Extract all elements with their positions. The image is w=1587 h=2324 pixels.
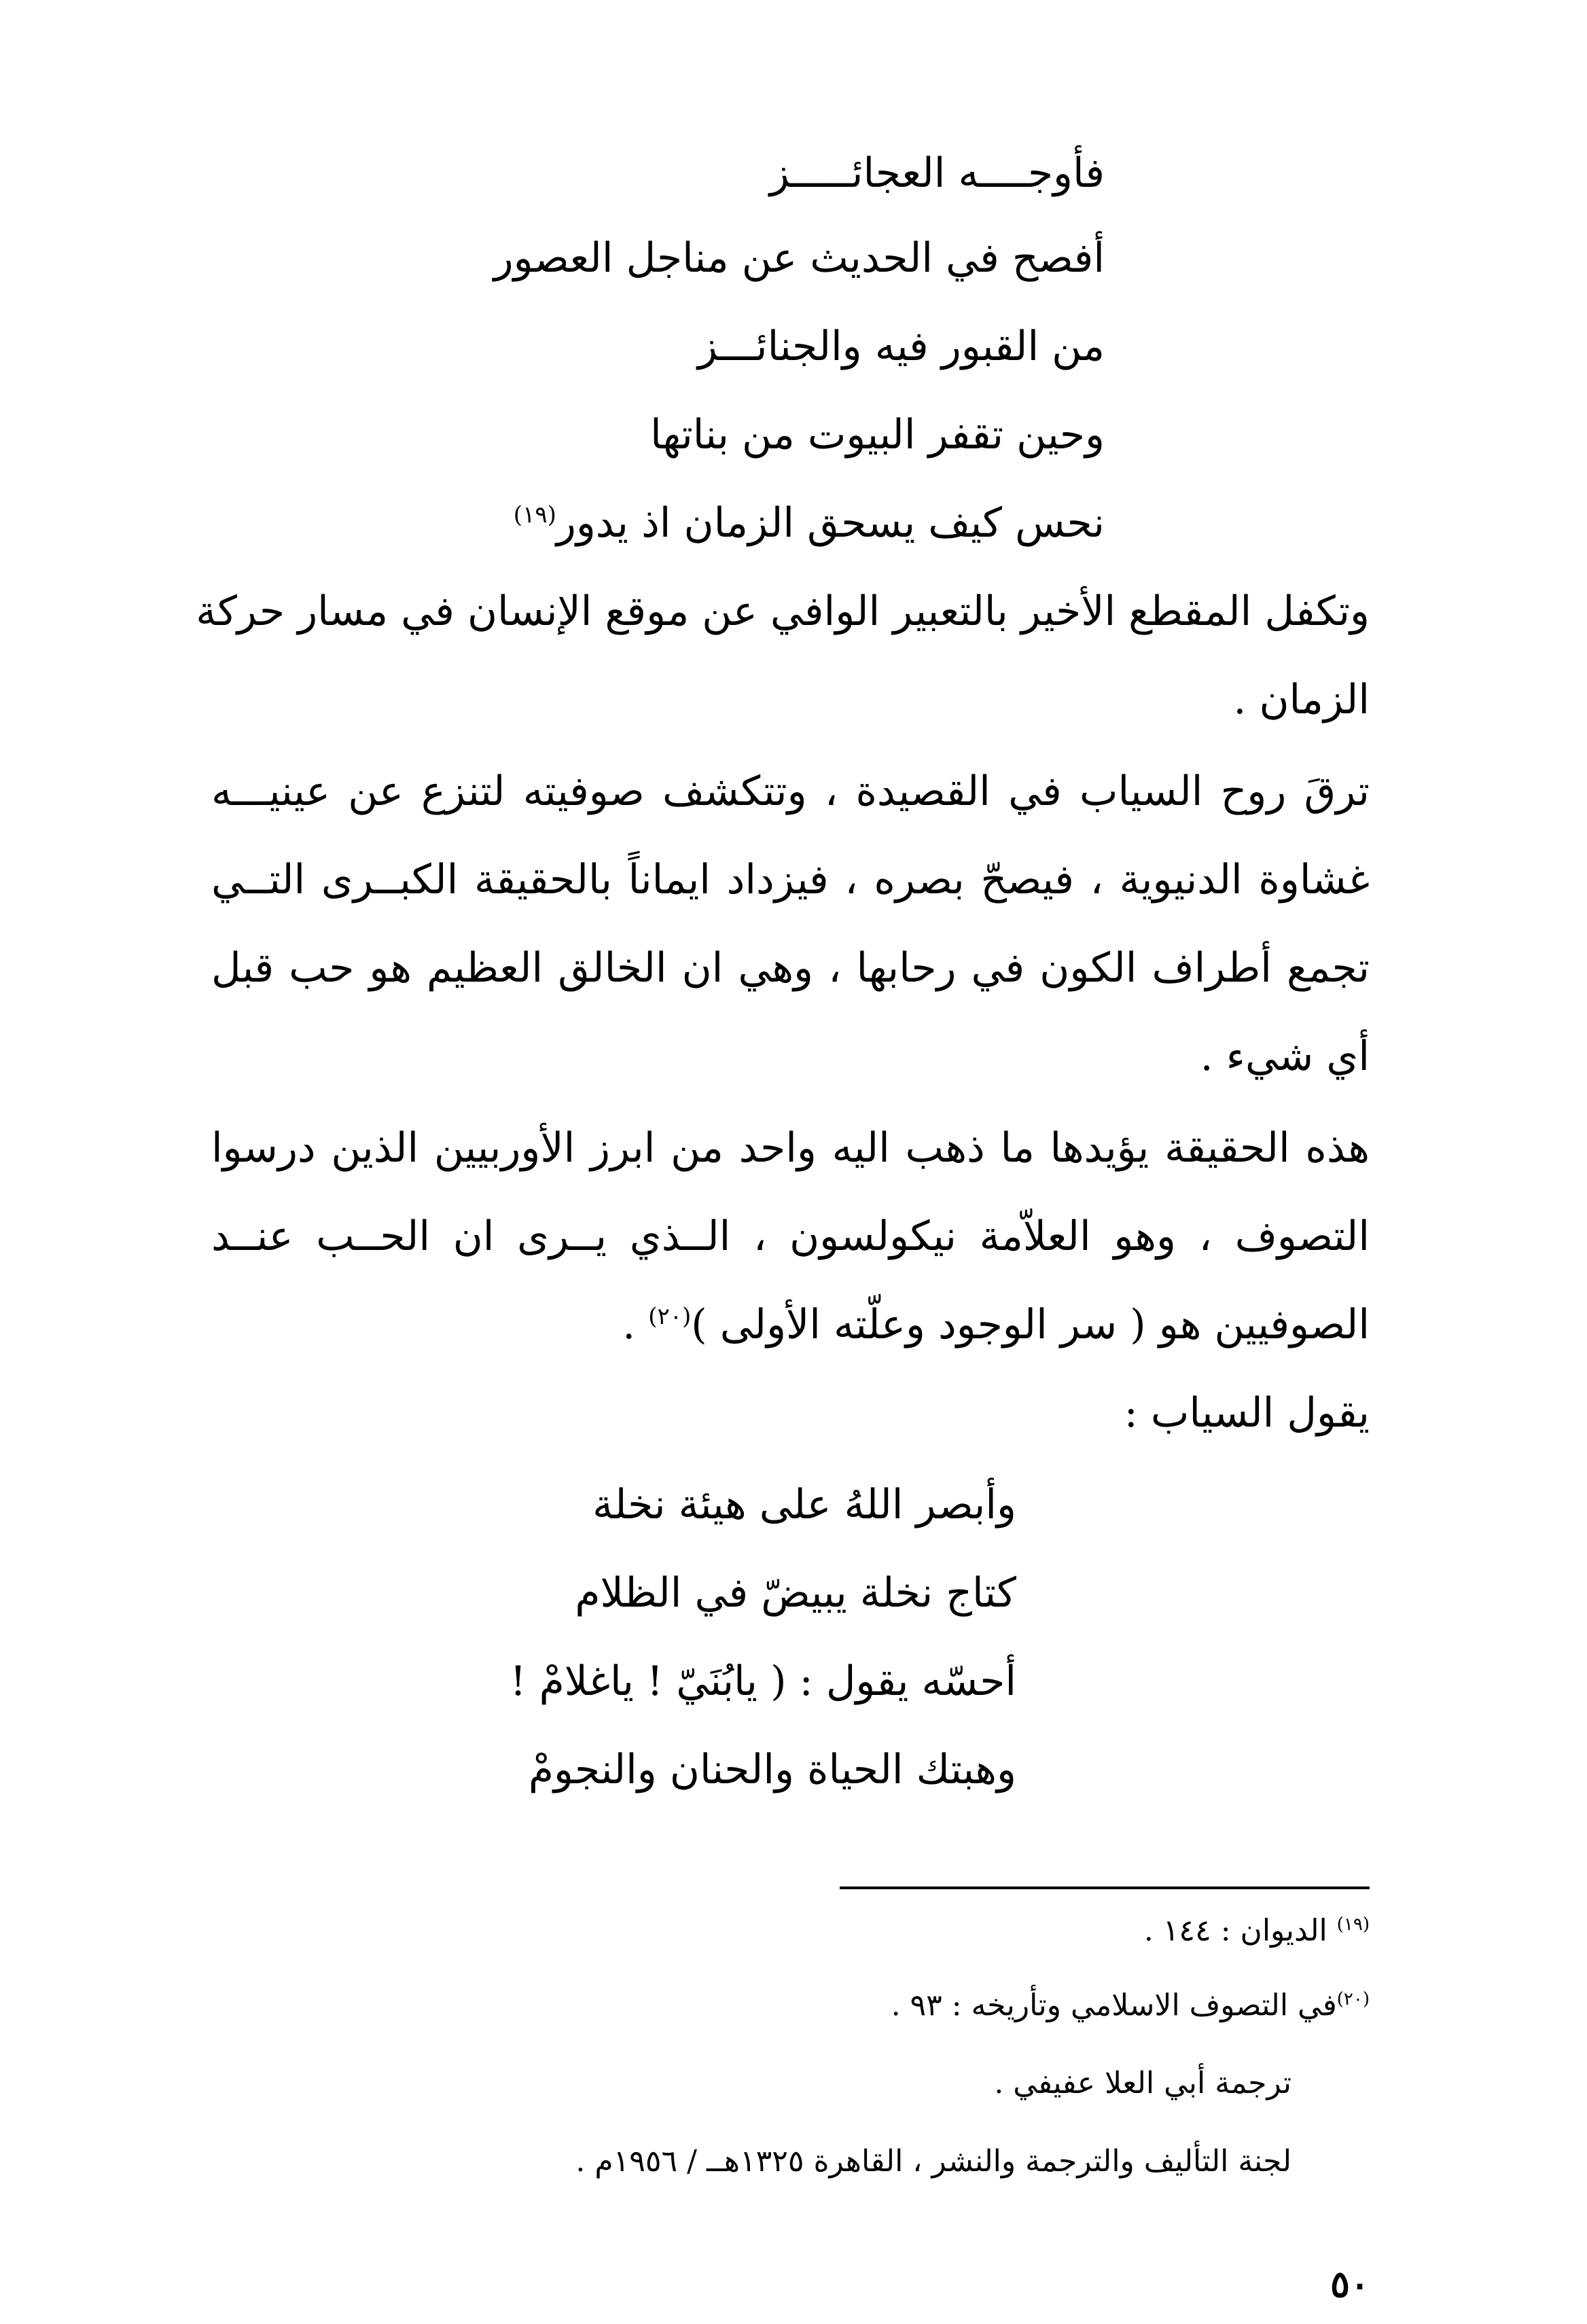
para3-line-1: هذه الحقيقة يؤيدها ما ذهب اليه واحد من ابرز الأوربيين الذين درسوا [211,1124,1370,1172]
poem2-line-4: وهبتك الحياة والحنان والنجومْ [528,1746,1016,1793]
footnote-20-marker: (٢٠) [1336,1989,1370,2009]
para2-line-3: تجمع أطراف الكون في رحابها ، وهي ان الخالق العظيم هو حب قبل [211,944,1370,992]
para2-line-4: أي شيء . [1200,1033,1370,1080]
footnote-19-text: الديوان : ١٤٤ . [1143,1913,1327,1948]
poem1-line-2: أفصح في الحديث عن مناجل العصور [493,234,1105,282]
footnote-20 [891,1990,1370,2021]
page-number: ٥٠ [1330,2262,1370,2306]
footnote-20-text: في التصوف الاسلامي وتأريخه : ٩٣ . [891,1988,1337,2023]
footnote-19-marker: (١٩) [1336,1914,1370,1935]
poem2-line-2: كتاج نخلة يبيضّ في الظلام [575,1569,1016,1617]
footnote-ref-19: (١٩) [513,501,556,529]
para3-line-3-end: . [622,1301,649,1348]
footnote-19 [1143,1913,1370,1948]
poem1-line-4: وحين تقفر البيوت من بناتها [650,411,1105,459]
footnote-20-translator: ترجمة أبي العلا عفيفي . [994,2066,1291,2100]
para1-line-2: الزمان . [1233,676,1370,723]
poem1-line-5-text: نحس كيف يسحق الزمان اذ يدور [556,499,1105,547]
poem1-line-1: فأوجــــه العجائـــــز [769,149,1105,197]
footnote-divider [840,1887,1370,1889]
para2-line-1: ترقَ روح السياب في القصيدة ، وتتكشف صوفيته لتنزع عن عينيـــه [211,768,1370,815]
para3-line-3-text: الصوفيين هو ( سر الوجود وعلّته الأولى ) [691,1301,1370,1348]
footnote-ref-20: (٢٠) [648,1303,692,1330]
poem2-intro: يقول السياب : [1124,1389,1370,1437]
para3-line-2: التصوف ، وهو العلاّمة نيكولسون ، الــذي يــرى ان الحــب عنــد [211,1213,1370,1260]
para1-line-1: وتكفل المقطع الأخير بالتعبير الوافي عن موقع الإنسان في مسار حركة [196,588,1370,635]
para3-line-3 [211,1301,1370,1348]
para2-line-2: غشاوة الدنيوية ، فيصحّ بصره ، فيزداد ايماناً بالحقيقة الكبــرى التــي [211,856,1370,904]
poem1-line-5 [513,499,1105,547]
poem1-line-3: من القبور فيه والجنائـــز [698,323,1105,370]
footnote-20-publisher: لجنة التأليف والترجمة والنشر ، القاهرة ١٣٢٥هــ / ١٩٥٦م . [575,2144,1291,2179]
poem2-line-1: وأبصر اللهُ على هيئة نخلة [592,1481,1016,1529]
poem2-line-3: أحسّه يقول : ( يابُنَيّ ! ياغلامْ ! [510,1658,1016,1705]
